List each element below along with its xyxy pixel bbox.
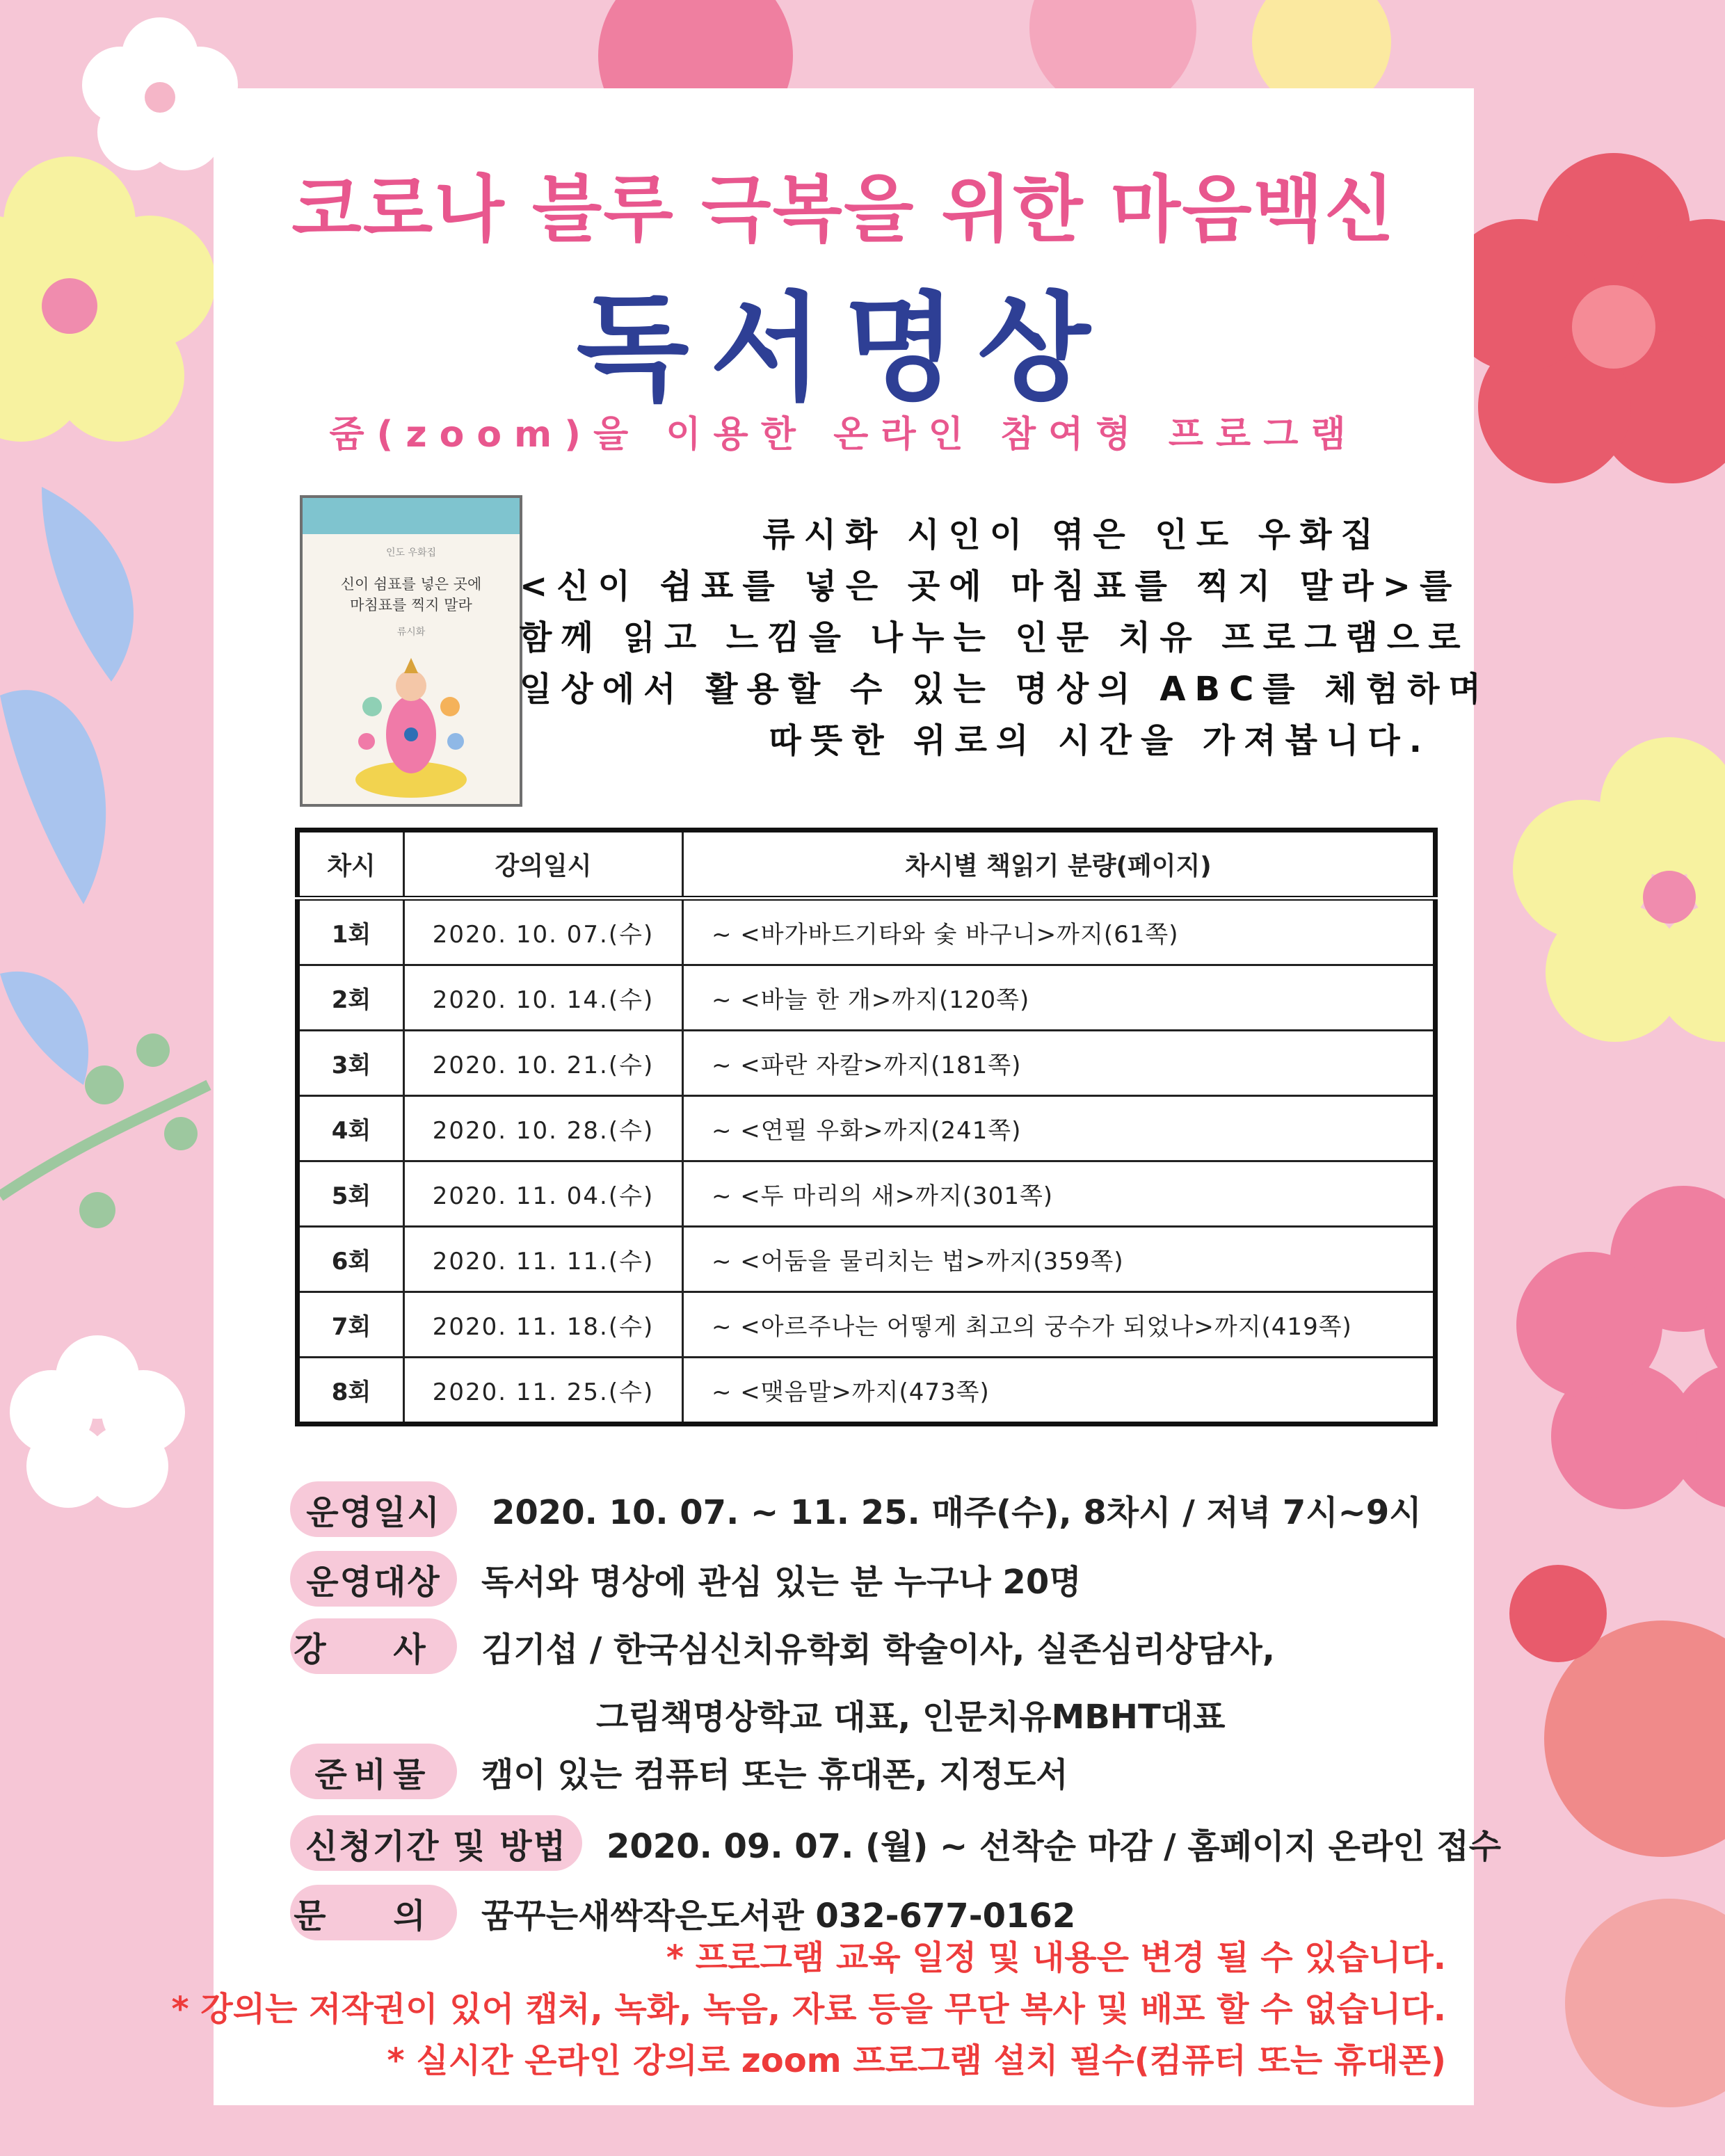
pages-cell: ~ <연필 우화>까지(241쪽) xyxy=(683,1096,1436,1161)
apply-value: 2020. 09. 07. (월) ~ 선착순 마감 / 홈페이지 온라인 접수 xyxy=(607,1826,1502,1866)
target-value: 독서와 명상에 관심 있는 분 누구나 20명 xyxy=(481,1562,1082,1602)
date-cell: 2020. 10. 07.(수) xyxy=(404,899,683,965)
apply-label: 신청기간 및 방법 xyxy=(290,1815,582,1871)
page-title: 독서명상 xyxy=(576,280,1112,417)
session-cell: 4회 xyxy=(298,1096,404,1161)
table-row xyxy=(298,1096,1436,1161)
book-cover xyxy=(300,495,522,807)
book-author: 류시화 xyxy=(396,627,426,638)
book-series: 인도 우화집 xyxy=(385,547,437,558)
date-cell: 2020. 11. 25.(수) xyxy=(404,1358,683,1424)
table-row xyxy=(298,1031,1436,1096)
note-line: * 프로그램 교육 일정 및 내용은 변경 될 수 있습니다. xyxy=(666,1938,1446,1977)
session-cell: 1회 xyxy=(298,899,404,965)
intro-line: 일상에서 활용할 수 있는 명상의 ABC를 체험하며 xyxy=(520,670,1490,709)
table-row xyxy=(298,1292,1436,1358)
prep-label: 준비물 xyxy=(290,1744,457,1799)
date-cell: 2020. 11. 18.(수) xyxy=(404,1292,683,1358)
header-date: 강의일시 xyxy=(404,830,683,899)
notes xyxy=(172,1932,1446,2086)
header-pages: 차시별 책읽기 분량(페이지) xyxy=(683,830,1436,899)
date-cell: 2020. 10. 28.(수) xyxy=(404,1096,683,1161)
pages-cell: ~ <바늘 한 개>까지(120쪽) xyxy=(683,965,1436,1031)
table-row xyxy=(298,1161,1436,1227)
pages-cell: ~ <파란 자칼>까지(181쪽) xyxy=(683,1031,1436,1096)
period-label: 운영일시 xyxy=(290,1481,457,1537)
date-cell: 2020. 11. 11.(수) xyxy=(404,1227,683,1292)
book-illustration xyxy=(303,630,520,804)
book-title-line1: 신이 쉼표를 넣은 곳에 xyxy=(340,576,482,593)
info-target xyxy=(290,1551,1082,1607)
book-title-line2: 마침표를 찍지 말라 xyxy=(350,597,472,613)
contact-value: 꿈꾸는새싹작은도서관 032-677-0162 xyxy=(481,1896,1076,1936)
info-lecturer xyxy=(290,1618,1275,1674)
table-header-row xyxy=(298,830,1436,899)
schedule-table xyxy=(295,828,1438,1426)
date-cell: 2020. 10. 21.(수) xyxy=(404,1031,683,1096)
header-session: 차시 xyxy=(298,830,404,899)
lecturer-value-2: 그림책명상학교 대표, 인문치유MBHT대표 xyxy=(596,1698,1226,1737)
subtitle: 코로나 블루 극복을 위한 마음백신 xyxy=(291,167,1396,252)
target-label: 운영대상 xyxy=(290,1551,457,1607)
session-cell: 5회 xyxy=(298,1161,404,1227)
pages-cell: ~ <두 마리의 새>까지(301쪽) xyxy=(683,1161,1436,1227)
intro-text xyxy=(520,509,1490,766)
date-cell: 2020. 10. 14.(수) xyxy=(404,965,683,1031)
note-line: * 강의는 저작권이 있어 캡처, 녹화, 녹음, 자료 등을 무단 복사 및 배포 할 수 없습니다. xyxy=(171,1990,1446,2029)
date-cell: 2020. 11. 04.(수) xyxy=(404,1161,683,1227)
pages-cell: ~ <아르주나는 어떻게 최고의 궁수가 되었나>까지(419쪽) xyxy=(683,1292,1436,1358)
session-cell: 8회 xyxy=(298,1358,404,1424)
pages-cell: ~ <어둠을 물리치는 법>까지(359쪽) xyxy=(683,1227,1436,1292)
lecturer-label: 강 사 xyxy=(290,1618,457,1674)
intro-line: 류시화 시인이 엮은 인도 우화집 xyxy=(762,515,1382,554)
period-value: 2020. 10. 07. ~ 11. 25. 매주(수), 8차시 / 저녁 7시~9시 xyxy=(492,1493,1422,1532)
table-row xyxy=(298,1227,1436,1292)
intro-line: 함께 읽고 느낌을 나누는 인문 치유 프로그램으로 xyxy=(520,618,1470,657)
lecturer-value-1: 김기섭 / 한국심신치유학회 학술이사, 실존심리상담사, xyxy=(481,1630,1275,1669)
table-row xyxy=(298,899,1436,965)
session-cell: 6회 xyxy=(298,1227,404,1292)
pages-cell: ~ <바가바드기타와 숯 바구니>까지(61쪽) xyxy=(683,899,1436,965)
prep-value: 캠이 있는 컴퓨터 또는 휴대폰, 지정도서 xyxy=(481,1755,1068,1794)
session-cell: 3회 xyxy=(298,1031,404,1096)
session-cell: 2회 xyxy=(298,965,404,1031)
table-row xyxy=(298,965,1436,1031)
contact-label: 문 의 xyxy=(290,1885,457,1940)
pages-cell: ~ <맺음말>까지(473쪽) xyxy=(683,1358,1436,1424)
info-period xyxy=(290,1481,1422,1537)
poster-card xyxy=(171,88,1502,2105)
session-cell: 7회 xyxy=(298,1292,404,1358)
table-row xyxy=(298,1358,1436,1424)
intro-line: <신이 쉼표를 넣은 곳에 마침표를 찍지 말라>를 xyxy=(520,567,1461,606)
info-prep xyxy=(290,1744,1068,1799)
note-line: * 실시간 온라인 강의로 zoom 프로그램 설치 필수(컴퓨터 또는 휴대폰) xyxy=(387,2041,1446,2080)
info-apply xyxy=(290,1815,1501,1871)
tagline: 줌(zoom)을 이용한 온라인 참여형 프로그램 xyxy=(329,414,1358,456)
intro-line: 따뜻한 위로의 시간을 가져봅니다. xyxy=(769,721,1431,760)
